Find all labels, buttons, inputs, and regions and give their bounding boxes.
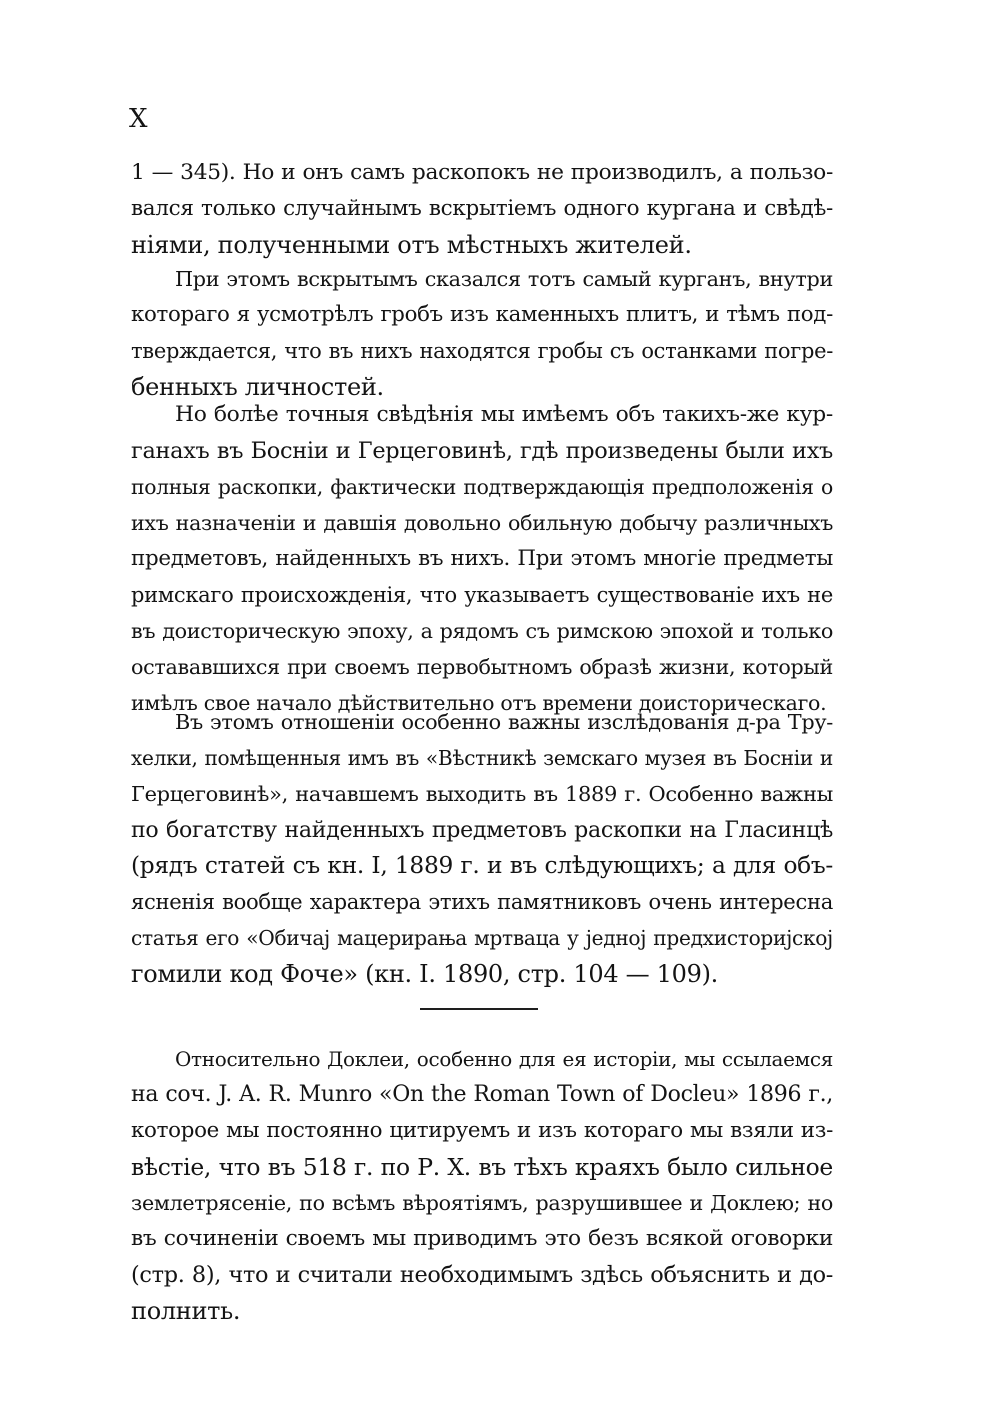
page-number: X xyxy=(129,104,148,134)
text-line: на соч. J. A. R. Munro «On the Roman Town of Docleu» 1896 г., xyxy=(131,1082,833,1107)
text-line: вался только случайнымъ вскрытіемъ одного кургана и свѣдѣ- xyxy=(131,196,833,221)
text-line: Но болѣе точныя свѣдѣнія мы имѣемъ объ такихъ-же кур- xyxy=(175,402,833,427)
text-line: полныя раскопки, фактически подтверждающія предположенія о xyxy=(131,475,833,499)
text-line: вѣстіе, что въ 518 г. по Р. Х. въ тѣхъ краяхъ было сильное xyxy=(131,1153,833,1181)
text-line: землетрясеніе, по всѣмъ вѣроятіямъ, разрушившее и Доклею; но xyxy=(131,1191,833,1215)
text-line: гомили код Фоче» (кн. I. 1890, стр. 104 — 109). xyxy=(131,960,718,988)
text-line: бенныхъ личностей. xyxy=(131,373,384,401)
text-line: тверждается, что въ нихъ находятся гробы съ останками погре- xyxy=(131,339,833,363)
text-line: ніями, полученными отъ мѣстныхъ жителей. xyxy=(131,231,692,259)
text-line: ясненія вообще характера этихъ памятниковъ очень интересна xyxy=(131,889,833,914)
text-line: 1 — 345). Но и онъ самъ раскопокъ не производилъ, а пользо- xyxy=(131,160,833,185)
text-line: Относительно Доклеи, особенно для ея исторіи, мы ссылаемся xyxy=(175,1047,833,1071)
section-divider xyxy=(420,1008,538,1010)
text-line: статья его «Обичај мацерирања мртваца у једној предхисторијској xyxy=(131,926,833,950)
text-line: При этомъ вскрытымъ сказался тотъ самый курганъ, внутри xyxy=(175,267,833,291)
text-line: имѣлъ свое начало дѣйствительно отъ времени доисторическаго. xyxy=(131,691,827,715)
text-line: римскаго происхожденія, что указываетъ существованіе ихъ не xyxy=(131,582,833,607)
text-line: остававшихся при своемъ первобытномъ образѣ жизни, который xyxy=(131,655,833,679)
paragraph-trukhelka-research xyxy=(131,704,833,992)
paragraph-kurgan-opening xyxy=(131,261,833,405)
text-line: въ сочиненіи своемъ мы приводимъ это безъ всякой оговорки xyxy=(131,1226,833,1251)
paragraph-bosnia-excavations xyxy=(131,397,833,721)
text-line: предметовъ, найденныхъ въ нихъ. При этомъ многіе предметы xyxy=(131,546,833,571)
paragraph-doclea-note xyxy=(131,1041,833,1329)
paragraph-continuation xyxy=(131,155,833,263)
text-line: (стр. 8), что и считали необходимымъ здѣсь объяснить и до- xyxy=(131,1262,833,1288)
text-line: по богатству найденныхъ предметовъ раскопки на Гласинцѣ xyxy=(131,817,833,843)
text-line: ихъ назначеніи и давшія довольно обильную добычу различныхъ xyxy=(131,511,833,535)
text-line: въ доисторическую эпоху, а рядомъ съ римскою эпохой и только xyxy=(131,619,833,643)
text-line: хелки, помѣщенныя имъ въ «Вѣстникѣ земскаго музея въ Босніи и xyxy=(131,746,833,770)
text-line: Герцеговинѣ», начавшемъ выходить въ 1889 г. Особенно важны xyxy=(131,782,833,806)
text-line: Въ этомъ отношеніи особенно важны изслѣдованія д-ра Тру- xyxy=(175,710,833,734)
text-line: котораго я усмотрѣлъ гробъ изъ каменныхъ плитъ, и тѣмъ под- xyxy=(131,302,833,327)
text-line: которое мы постоянно цитируемъ и изъ котораго мы взяли из- xyxy=(131,1118,833,1143)
text-line: полнить. xyxy=(131,1297,241,1325)
text-line: (рядъ статей съ кн. I, 1889 г. и въ слѣдующихъ; а для объ- xyxy=(131,852,833,879)
text-line: ганахъ въ Босніи и Герцеговинѣ, гдѣ произведены были ихъ xyxy=(131,438,833,464)
